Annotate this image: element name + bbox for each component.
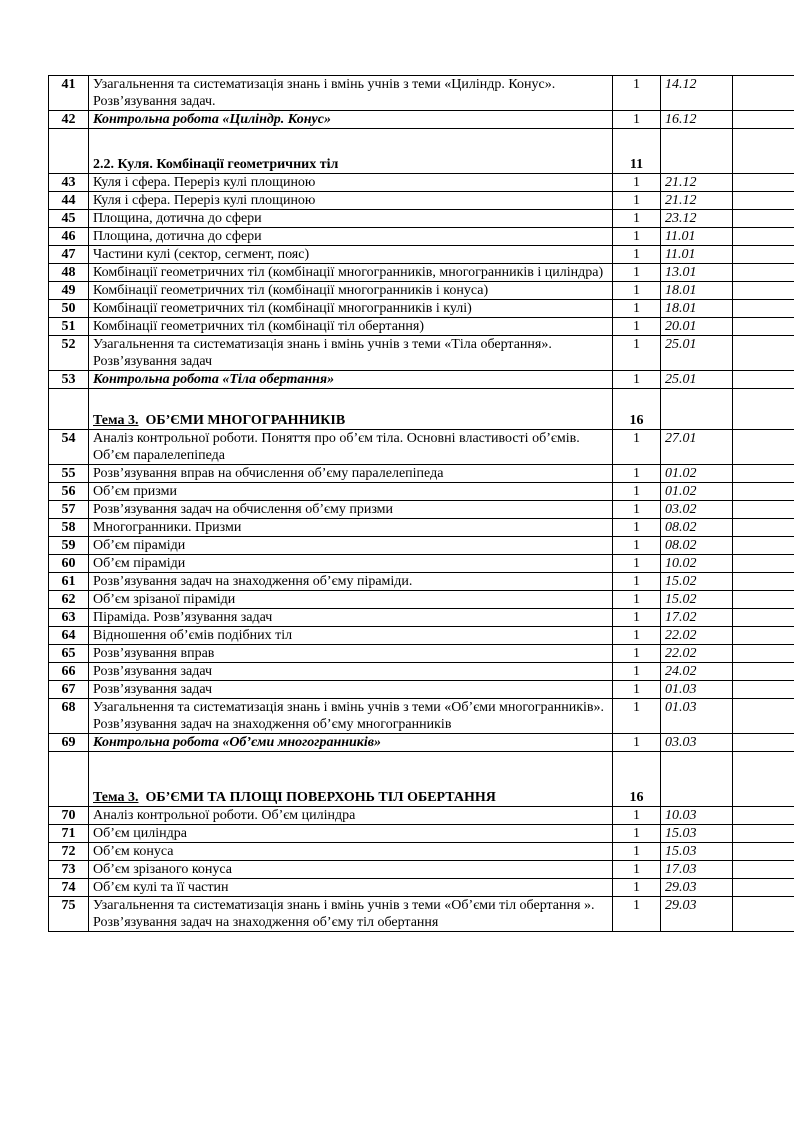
lesson-number: 54 bbox=[49, 430, 89, 465]
control-work-row bbox=[49, 111, 794, 129]
lesson-date: 16.12 bbox=[661, 111, 733, 129]
lesson-hours: 1 bbox=[613, 336, 661, 371]
lesson-hours: 1 bbox=[613, 734, 661, 752]
lesson-hours: 1 bbox=[613, 807, 661, 825]
lesson-hours: 1 bbox=[613, 174, 661, 192]
lesson-topic: Об’єм зрізаного конуса bbox=[89, 861, 613, 879]
lesson-plan-table bbox=[48, 75, 794, 932]
lesson-topic: Площина, дотична до сфери bbox=[89, 228, 613, 246]
lesson-topic: Узагальнення та систематизація знань і вмінь учнів з теми «Тіла обертання». Розв’язування задач bbox=[89, 336, 613, 371]
control-work-row bbox=[49, 734, 794, 752]
lesson-hours: 1 bbox=[613, 645, 661, 663]
lesson-date: 01.02 bbox=[661, 465, 733, 483]
lesson-hours: 1 bbox=[613, 192, 661, 210]
lesson-hours: 1 bbox=[613, 210, 661, 228]
lesson-number: 60 bbox=[49, 555, 89, 573]
lesson-topic: Комбінації геометричних тіл (комбінації многогранників і конуса) bbox=[89, 282, 613, 300]
lesson-notes-cell bbox=[733, 336, 794, 371]
lesson-date: 18.01 bbox=[661, 300, 733, 318]
lesson-topic: Контрольна робота «Об’єми многогранників» bbox=[89, 734, 613, 752]
lesson-hours: 1 bbox=[613, 897, 661, 932]
control-work-row bbox=[49, 371, 794, 389]
lesson-hours: 1 bbox=[613, 111, 661, 129]
lesson-hours: 1 bbox=[613, 76, 661, 111]
lesson-notes-cell bbox=[733, 734, 794, 752]
lesson-date: 25.01 bbox=[661, 336, 733, 371]
lesson-notes-cell bbox=[733, 807, 794, 825]
lesson-number: 43 bbox=[49, 174, 89, 192]
lesson-row bbox=[49, 573, 794, 591]
lesson-hours: 1 bbox=[613, 879, 661, 897]
lesson-number: 59 bbox=[49, 537, 89, 555]
lesson-notes-cell bbox=[733, 879, 794, 897]
lesson-topic: Об’єм кулі та її частин bbox=[89, 879, 613, 897]
lesson-hours: 1 bbox=[613, 537, 661, 555]
lesson-notes-cell bbox=[733, 591, 794, 609]
lesson-hours: 1 bbox=[613, 861, 661, 879]
lesson-notes-cell bbox=[733, 210, 794, 228]
lesson-row bbox=[49, 246, 794, 264]
section-title-cell bbox=[89, 752, 613, 807]
lesson-number: 41 bbox=[49, 76, 89, 111]
section-header-row bbox=[49, 752, 794, 807]
lesson-notes-cell bbox=[733, 699, 794, 734]
lesson-notes-cell bbox=[733, 663, 794, 681]
lesson-notes-cell bbox=[733, 318, 794, 336]
lesson-topic: Розв’язування задач на знаходження об’єму піраміди. bbox=[89, 573, 613, 591]
lesson-hours: 1 bbox=[613, 843, 661, 861]
lesson-hours: 1 bbox=[613, 627, 661, 645]
section-num-cell bbox=[49, 129, 89, 174]
lesson-notes-cell bbox=[733, 573, 794, 591]
lesson-hours: 1 bbox=[613, 371, 661, 389]
lesson-date: 15.02 bbox=[661, 573, 733, 591]
lesson-date: 01.02 bbox=[661, 483, 733, 501]
lesson-date: 13.01 bbox=[661, 264, 733, 282]
lesson-topic: Узагальнення та систематизація знань і вмінь учнів з теми «Об’єми многогранників». Розв’язування задач на знаходження об’єму многогранників bbox=[89, 699, 613, 734]
lesson-hours: 1 bbox=[613, 825, 661, 843]
lesson-topic: Контрольна робота «Тіла обертання» bbox=[89, 371, 613, 389]
lesson-date: 18.01 bbox=[661, 282, 733, 300]
lesson-row bbox=[49, 555, 794, 573]
section-notes-cell bbox=[733, 389, 794, 430]
lesson-notes-cell bbox=[733, 300, 794, 318]
lesson-row bbox=[49, 807, 794, 825]
lesson-topic: Комбінації геометричних тіл (комбінації многогранників і кулі) bbox=[89, 300, 613, 318]
lesson-number: 66 bbox=[49, 663, 89, 681]
lesson-number: 57 bbox=[49, 501, 89, 519]
lesson-number: 62 bbox=[49, 591, 89, 609]
lesson-notes-cell bbox=[733, 228, 794, 246]
section-date-cell bbox=[661, 389, 733, 430]
lesson-number: 42 bbox=[49, 111, 89, 129]
lesson-hours: 1 bbox=[613, 681, 661, 699]
lesson-row bbox=[49, 210, 794, 228]
section-hours: 11 bbox=[613, 129, 661, 174]
lesson-date: 22.02 bbox=[661, 627, 733, 645]
lesson-topic: Розв’язування вправ bbox=[89, 645, 613, 663]
lesson-row bbox=[49, 483, 794, 501]
lesson-number: 61 bbox=[49, 573, 89, 591]
lesson-topic: Комбінації геометричних тіл (комбінації тіл обертання) bbox=[89, 318, 613, 336]
lesson-date: 03.02 bbox=[661, 501, 733, 519]
lesson-row bbox=[49, 537, 794, 555]
lesson-row bbox=[49, 192, 794, 210]
lesson-notes-cell bbox=[733, 174, 794, 192]
lesson-notes-cell bbox=[733, 282, 794, 300]
lesson-number: 45 bbox=[49, 210, 89, 228]
lesson-topic: Куля і сфера. Переріз кулі площиною bbox=[89, 192, 613, 210]
lesson-date: 29.03 bbox=[661, 897, 733, 932]
lesson-date: 11.01 bbox=[661, 228, 733, 246]
lesson-notes-cell bbox=[733, 519, 794, 537]
lesson-row bbox=[49, 174, 794, 192]
lesson-hours: 1 bbox=[613, 519, 661, 537]
lesson-number: 73 bbox=[49, 861, 89, 879]
lesson-date: 15.03 bbox=[661, 825, 733, 843]
lesson-hours: 1 bbox=[613, 465, 661, 483]
lesson-number: 67 bbox=[49, 681, 89, 699]
lesson-topic: Куля і сфера. Переріз кулі площиною bbox=[89, 174, 613, 192]
lesson-notes-cell bbox=[733, 483, 794, 501]
lesson-number: 55 bbox=[49, 465, 89, 483]
lesson-hours: 1 bbox=[613, 483, 661, 501]
lesson-row bbox=[49, 843, 794, 861]
lesson-date: 21.12 bbox=[661, 174, 733, 192]
section-tema-label: Тема 3. bbox=[93, 413, 139, 428]
lesson-notes-cell bbox=[733, 645, 794, 663]
section-title-cell bbox=[89, 129, 613, 174]
lesson-topic: Узагальнення та систематизація знань і вмінь учнів з теми «Циліндр. Конус». Розв’язування задач. bbox=[89, 76, 613, 111]
lesson-date: 29.03 bbox=[661, 879, 733, 897]
lesson-hours: 1 bbox=[613, 501, 661, 519]
section-notes-cell bbox=[733, 752, 794, 807]
lesson-date: 01.03 bbox=[661, 699, 733, 734]
lesson-number: 58 bbox=[49, 519, 89, 537]
lesson-row bbox=[49, 282, 794, 300]
lesson-topic: Об’єм циліндра bbox=[89, 825, 613, 843]
lesson-notes-cell bbox=[733, 555, 794, 573]
lesson-topic: Відношення об’ємів подібних тіл bbox=[89, 627, 613, 645]
lesson-hours: 1 bbox=[613, 573, 661, 591]
lesson-topic: Контрольна робота «Циліндр. Конус» bbox=[89, 111, 613, 129]
lesson-date: 23.12 bbox=[661, 210, 733, 228]
section-title: ОБ’ЄМИ ТА ПЛОЩІ ПОВЕРХОНЬ ТІЛ ОБЕРТАННЯ bbox=[138, 790, 496, 805]
lesson-number: 69 bbox=[49, 734, 89, 752]
lesson-notes-cell bbox=[733, 192, 794, 210]
lesson-plan-body bbox=[49, 76, 794, 932]
lesson-number: 68 bbox=[49, 699, 89, 734]
lesson-row bbox=[49, 861, 794, 879]
lesson-number: 50 bbox=[49, 300, 89, 318]
lesson-hours: 1 bbox=[613, 555, 661, 573]
lesson-number: 47 bbox=[49, 246, 89, 264]
lesson-date: 01.03 bbox=[661, 681, 733, 699]
lesson-number: 65 bbox=[49, 645, 89, 663]
lesson-number: 63 bbox=[49, 609, 89, 627]
lesson-row bbox=[49, 264, 794, 282]
lesson-row bbox=[49, 336, 794, 371]
section-num-cell bbox=[49, 752, 89, 807]
section-title-cell bbox=[89, 389, 613, 430]
lesson-row bbox=[49, 663, 794, 681]
lesson-row bbox=[49, 699, 794, 734]
lesson-date: 27.01 bbox=[661, 430, 733, 465]
lesson-notes-cell bbox=[733, 843, 794, 861]
lesson-topic: Многогранники. Призми bbox=[89, 519, 613, 537]
lesson-hours: 1 bbox=[613, 264, 661, 282]
lesson-date: 24.02 bbox=[661, 663, 733, 681]
lesson-date: 03.03 bbox=[661, 734, 733, 752]
lesson-topic: Аналіз контрольної роботи. Поняття про об’єм тіла. Основні властивості об’ємів. Об’єм паралелепіпеда bbox=[89, 430, 613, 465]
lesson-date: 11.01 bbox=[661, 246, 733, 264]
lesson-number: 70 bbox=[49, 807, 89, 825]
lesson-topic: Площина, дотична до сфери bbox=[89, 210, 613, 228]
lesson-notes-cell bbox=[733, 861, 794, 879]
lesson-row bbox=[49, 300, 794, 318]
lesson-date: 20.01 bbox=[661, 318, 733, 336]
lesson-notes-cell bbox=[733, 111, 794, 129]
lesson-topic: Об’єм піраміди bbox=[89, 537, 613, 555]
lesson-date: 15.03 bbox=[661, 843, 733, 861]
lesson-hours: 1 bbox=[613, 663, 661, 681]
lesson-date: 22.02 bbox=[661, 645, 733, 663]
lesson-row bbox=[49, 228, 794, 246]
lesson-topic: Об’єм піраміди bbox=[89, 555, 613, 573]
lesson-notes-cell bbox=[733, 76, 794, 111]
lesson-topic: Об’єм призми bbox=[89, 483, 613, 501]
lesson-row bbox=[49, 519, 794, 537]
lesson-number: 75 bbox=[49, 897, 89, 932]
lesson-hours: 1 bbox=[613, 282, 661, 300]
lesson-row bbox=[49, 681, 794, 699]
lesson-hours: 1 bbox=[613, 430, 661, 465]
lesson-notes-cell bbox=[733, 501, 794, 519]
lesson-row bbox=[49, 897, 794, 932]
lesson-row bbox=[49, 627, 794, 645]
lesson-number: 46 bbox=[49, 228, 89, 246]
lesson-date: 15.02 bbox=[661, 591, 733, 609]
lesson-hours: 1 bbox=[613, 591, 661, 609]
lesson-row bbox=[49, 879, 794, 897]
section-date-cell bbox=[661, 752, 733, 807]
lesson-date: 08.02 bbox=[661, 519, 733, 537]
lesson-notes-cell bbox=[733, 681, 794, 699]
lesson-row bbox=[49, 430, 794, 465]
lesson-number: 48 bbox=[49, 264, 89, 282]
lesson-notes-cell bbox=[733, 609, 794, 627]
lesson-number: 74 bbox=[49, 879, 89, 897]
lesson-notes-cell bbox=[733, 264, 794, 282]
lesson-topic: Розв’язування задач bbox=[89, 681, 613, 699]
lesson-topic: Об’єм конуса bbox=[89, 843, 613, 861]
section-title: 2.2. Куля. Комбінації геометричних тіл bbox=[93, 157, 339, 172]
lesson-topic: Об’єм зрізаної піраміди bbox=[89, 591, 613, 609]
lesson-notes-cell bbox=[733, 430, 794, 465]
lesson-row bbox=[49, 609, 794, 627]
lesson-hours: 1 bbox=[613, 609, 661, 627]
section-date-cell bbox=[661, 129, 733, 174]
lesson-date: 21.12 bbox=[661, 192, 733, 210]
lesson-hours: 1 bbox=[613, 228, 661, 246]
lesson-number: 44 bbox=[49, 192, 89, 210]
lesson-date: 14.12 bbox=[661, 76, 733, 111]
lesson-hours: 1 bbox=[613, 246, 661, 264]
lesson-row bbox=[49, 465, 794, 483]
lesson-row bbox=[49, 318, 794, 336]
section-header-row bbox=[49, 389, 794, 430]
lesson-notes-cell bbox=[733, 465, 794, 483]
lesson-notes-cell bbox=[733, 371, 794, 389]
lesson-topic: Частини кулі (сектор, сегмент, пояс) bbox=[89, 246, 613, 264]
section-hours: 16 bbox=[613, 752, 661, 807]
lesson-number: 72 bbox=[49, 843, 89, 861]
lesson-topic: Узагальнення та систематизація знань і вмінь учнів з теми «Об’єми тіл обертання ». Розв’язування задач на знаходження об’єму тіл обертання bbox=[89, 897, 613, 932]
lesson-number: 52 bbox=[49, 336, 89, 371]
lesson-notes-cell bbox=[733, 627, 794, 645]
lesson-row bbox=[49, 825, 794, 843]
lesson-topic: Розв’язування задач bbox=[89, 663, 613, 681]
lesson-notes-cell bbox=[733, 897, 794, 932]
lesson-date: 17.02 bbox=[661, 609, 733, 627]
lesson-number: 53 bbox=[49, 371, 89, 389]
section-tema-label: Тема 3. bbox=[93, 790, 139, 805]
section-num-cell bbox=[49, 389, 89, 430]
lesson-number: 51 bbox=[49, 318, 89, 336]
lesson-date: 08.02 bbox=[661, 537, 733, 555]
lesson-number: 49 bbox=[49, 282, 89, 300]
lesson-row bbox=[49, 645, 794, 663]
section-hours: 16 bbox=[613, 389, 661, 430]
lesson-number: 56 bbox=[49, 483, 89, 501]
lesson-date: 10.03 bbox=[661, 807, 733, 825]
lesson-topic: Розв’язування задач на обчислення об’єму призми bbox=[89, 501, 613, 519]
section-title: ОБ’ЄМИ МНОГОГРАННИКІВ bbox=[138, 413, 346, 428]
lesson-row bbox=[49, 76, 794, 111]
lesson-date: 10.02 bbox=[661, 555, 733, 573]
lesson-row bbox=[49, 591, 794, 609]
lesson-topic: Піраміда. Розв’язування задач bbox=[89, 609, 613, 627]
lesson-hours: 1 bbox=[613, 318, 661, 336]
lesson-topic: Розв’язування вправ на обчислення об’єму паралелепіпеда bbox=[89, 465, 613, 483]
lesson-topic: Аналіз контрольної роботи. Об’єм циліндра bbox=[89, 807, 613, 825]
lesson-number: 64 bbox=[49, 627, 89, 645]
lesson-hours: 1 bbox=[613, 300, 661, 318]
lesson-number: 71 bbox=[49, 825, 89, 843]
lesson-row bbox=[49, 501, 794, 519]
lesson-date: 25.01 bbox=[661, 371, 733, 389]
lesson-hours: 1 bbox=[613, 699, 661, 734]
lesson-date: 17.03 bbox=[661, 861, 733, 879]
lesson-notes-cell bbox=[733, 825, 794, 843]
lesson-notes-cell bbox=[733, 537, 794, 555]
section-header-row bbox=[49, 129, 794, 174]
lesson-notes-cell bbox=[733, 246, 794, 264]
lesson-topic: Комбінації геометричних тіл (комбінації многогранників, многогранників і циліндра) bbox=[89, 264, 613, 282]
section-notes-cell bbox=[733, 129, 794, 174]
